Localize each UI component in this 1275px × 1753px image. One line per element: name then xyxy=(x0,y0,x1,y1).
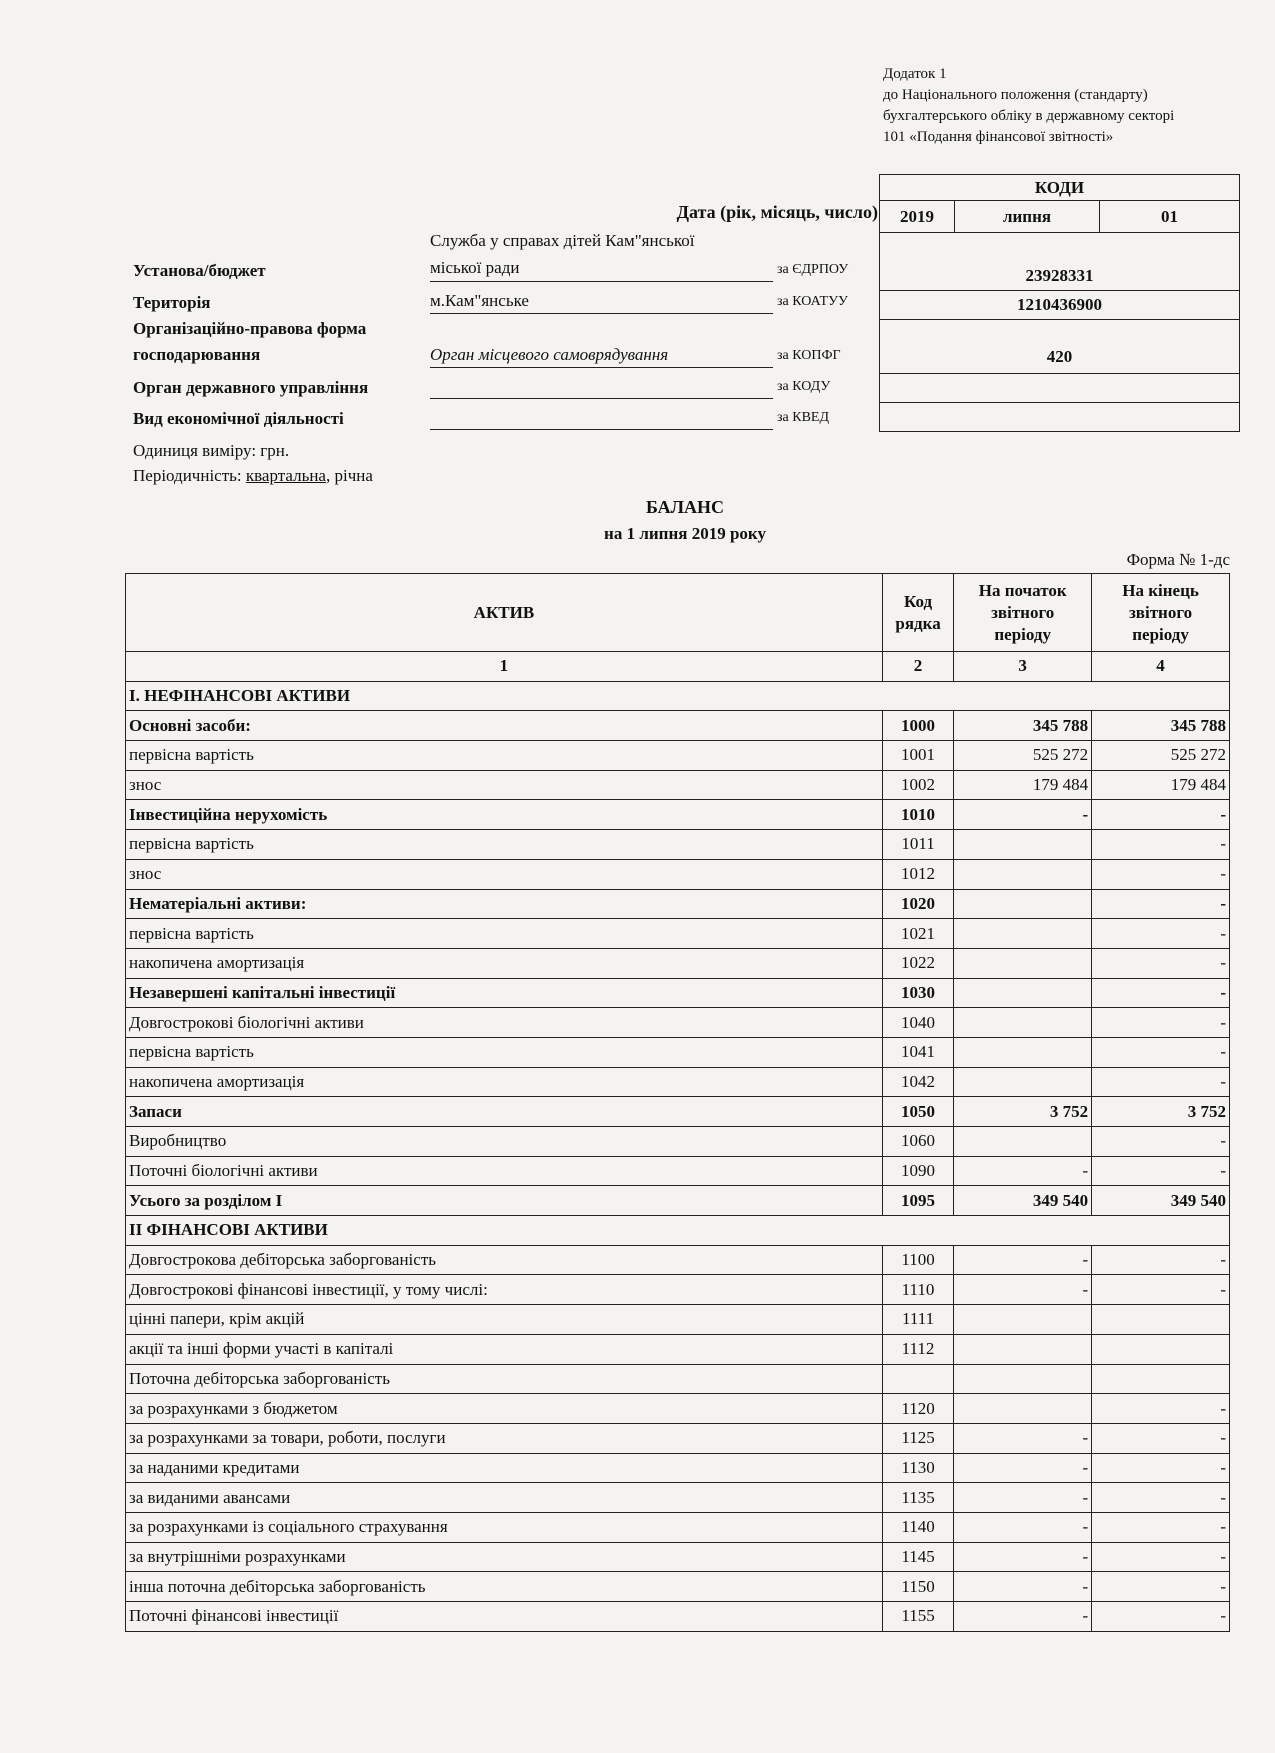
row-name: цінні папери, крім акцій xyxy=(126,1305,883,1335)
header-end-line3: періоду xyxy=(1132,624,1189,644)
form-number: Форма № 1-дс xyxy=(1126,550,1230,569)
header-begin-line1: На початок xyxy=(978,580,1067,600)
row-name: Незавершені капітальні інвестиції xyxy=(126,978,883,1008)
appendix-line-2: до Національного положення (стандарту) xyxy=(883,87,1148,103)
row-end-value: - xyxy=(1092,1008,1230,1038)
document-title: БАЛАНС xyxy=(645,497,725,517)
row-begin-value xyxy=(954,1127,1092,1157)
table-row xyxy=(126,1037,1230,1067)
row-end-value: 525 272 xyxy=(1092,741,1230,771)
row-end-value: - xyxy=(1092,1602,1230,1632)
gov-body-label: Орган державного управління xyxy=(133,378,369,397)
row-begin-value xyxy=(954,859,1092,889)
table-row xyxy=(126,1512,1230,1542)
row-begin-value: 349 540 xyxy=(954,1186,1092,1216)
row-begin-value xyxy=(954,889,1092,919)
header-begin-line2: звітного xyxy=(991,602,1055,622)
header-num-1: 1 xyxy=(126,652,883,682)
balance-table-body xyxy=(126,681,1230,1631)
table-row xyxy=(126,1008,1230,1038)
territory-value: м.Кам"янське xyxy=(430,291,529,310)
row-name: за виданими авансами xyxy=(126,1483,883,1513)
row-begin-value: - xyxy=(954,1453,1092,1483)
appendix-line-4: 101 «Подання фінансової звітності» xyxy=(883,129,1114,145)
row-code: 1110 xyxy=(882,1275,953,1305)
row-end-value: - xyxy=(1092,889,1230,919)
code-koatuu: 1210436900 xyxy=(880,291,1240,320)
date-label: Дата (рік, місяць, число) xyxy=(676,202,878,222)
header-code-line1: Код xyxy=(904,591,933,611)
header-code xyxy=(882,574,953,652)
appendix-line-3: бухгалтерського обліку в державному секторі xyxy=(883,108,1175,124)
table-row xyxy=(126,1334,1230,1364)
row-code: 1060 xyxy=(882,1127,953,1157)
row-begin-value: 345 788 xyxy=(954,711,1092,741)
code-day: 01 xyxy=(1100,201,1240,233)
header-num-2: 2 xyxy=(882,652,953,682)
row-name: накопичена амортизація xyxy=(126,948,883,978)
code-kodu xyxy=(880,374,1240,403)
table-row xyxy=(126,1542,1230,1572)
row-begin-value: - xyxy=(954,1275,1092,1305)
row-end-value: - xyxy=(1092,978,1230,1008)
appendix-note xyxy=(883,64,1174,148)
row-begin-value: - xyxy=(954,1512,1092,1542)
row-begin-value xyxy=(954,1067,1092,1097)
row-begin-value: - xyxy=(954,1602,1092,1632)
row-end-value: 3 752 xyxy=(1092,1097,1230,1127)
row-begin-value: 525 272 xyxy=(954,741,1092,771)
table-row xyxy=(126,1453,1230,1483)
code-year: 2019 xyxy=(880,201,955,233)
row-name: акції та інші форми участі в капіталі xyxy=(126,1334,883,1364)
table-row xyxy=(126,889,1230,919)
row-name: Нематеріальні активи: xyxy=(126,889,883,919)
periodicity xyxy=(133,466,373,486)
row-name: за розрахунками із соціального страхування xyxy=(126,1512,883,1542)
row-begin-value xyxy=(954,1008,1092,1038)
row-code: 1145 xyxy=(882,1542,953,1572)
row-end-value: - xyxy=(1092,1512,1230,1542)
territory-label: Територія xyxy=(133,293,211,312)
header-num-3: 3 xyxy=(954,652,1092,682)
row-code: 1111 xyxy=(882,1305,953,1335)
table-row xyxy=(126,978,1230,1008)
row-name: Поточні біологічні активи xyxy=(126,1156,883,1186)
header-end xyxy=(1092,574,1230,652)
row-code: 1100 xyxy=(882,1245,953,1275)
section-row xyxy=(126,1216,1230,1246)
code-edrpou: 23928331 xyxy=(880,233,1240,291)
row-code: 1011 xyxy=(882,830,953,860)
row-code: 1041 xyxy=(882,1037,953,1067)
row-code: 1020 xyxy=(882,889,953,919)
row-begin-value xyxy=(954,1334,1092,1364)
row-end-value: - xyxy=(1092,1127,1230,1157)
row-end-value: - xyxy=(1092,1037,1230,1067)
kodu-label: за КОДУ xyxy=(777,379,831,394)
row-begin-value xyxy=(954,830,1092,860)
row-begin-value: - xyxy=(954,800,1092,830)
table-row xyxy=(126,1394,1230,1424)
row-code: 1125 xyxy=(882,1423,953,1453)
row-name: Усього за розділом I xyxy=(126,1186,883,1216)
row-name: Запаси xyxy=(126,1097,883,1127)
row-end-value: - xyxy=(1092,859,1230,889)
row-code: 1021 xyxy=(882,919,953,949)
row-name: Довгострокова дебіторська заборгованість xyxy=(126,1245,883,1275)
row-code: 1150 xyxy=(882,1572,953,1602)
table-row xyxy=(126,711,1230,741)
row-end-value: 179 484 xyxy=(1092,770,1230,800)
code-month: липня xyxy=(955,201,1100,233)
row-end-value: - xyxy=(1092,800,1230,830)
institution-value-line1: Служба у справах дітей Кам"янської xyxy=(430,231,695,250)
table-row xyxy=(126,1245,1230,1275)
table-row xyxy=(126,770,1230,800)
row-end-value: - xyxy=(1092,1572,1230,1602)
header-begin xyxy=(954,574,1092,652)
row-code xyxy=(882,1364,953,1394)
table-row xyxy=(126,859,1230,889)
row-name: за наданими кредитами xyxy=(126,1453,883,1483)
row-name: Основні засоби: xyxy=(126,711,883,741)
row-code: 1000 xyxy=(882,711,953,741)
row-code: 1040 xyxy=(882,1008,953,1038)
kved-label: за КВЕД xyxy=(777,410,830,425)
row-code: 1001 xyxy=(882,741,953,771)
row-end-value: - xyxy=(1092,1394,1230,1424)
row-begin-value: - xyxy=(954,1572,1092,1602)
row-end-value: - xyxy=(1092,1275,1230,1305)
periodicity-rest: , річна xyxy=(325,466,373,485)
row-begin-value: - xyxy=(954,1423,1092,1453)
gov-body-underline xyxy=(430,398,773,399)
table-row xyxy=(126,919,1230,949)
row-begin-value xyxy=(954,1037,1092,1067)
balance-table xyxy=(125,573,1230,1632)
periodicity-selected: квартальна xyxy=(245,466,326,485)
row-end-value: - xyxy=(1092,1542,1230,1572)
header-end-line1: На кінець xyxy=(1122,580,1199,600)
row-code: 1002 xyxy=(882,770,953,800)
row-name: Довгострокові біологічні активи xyxy=(126,1008,883,1038)
row-end-value: - xyxy=(1092,1156,1230,1186)
header-code-line2: рядка xyxy=(895,613,941,633)
row-begin-value xyxy=(954,1305,1092,1335)
row-end-value: - xyxy=(1092,948,1230,978)
org-form-label-line2: господарювання xyxy=(133,345,261,364)
row-name: інша поточна дебіторська заборгованість xyxy=(126,1572,883,1602)
row-code: 1130 xyxy=(882,1453,953,1483)
org-form-label-line1: Організаційно-правова форма xyxy=(133,319,367,338)
edrpou-label: за ЄДРПОУ xyxy=(777,262,849,277)
row-begin-value: - xyxy=(954,1483,1092,1513)
row-begin-value: 179 484 xyxy=(954,770,1092,800)
row-name: накопичена амортизація xyxy=(126,1067,883,1097)
section-row xyxy=(126,681,1230,711)
row-end-value: - xyxy=(1092,830,1230,860)
row-code: 1095 xyxy=(882,1186,953,1216)
institution-underline xyxy=(430,281,773,282)
codes-title: КОДИ xyxy=(880,175,1240,201)
row-code: 1030 xyxy=(882,978,953,1008)
row-begin-value: - xyxy=(954,1156,1092,1186)
row-end-value: 345 788 xyxy=(1092,711,1230,741)
code-kopfg: 420 xyxy=(880,320,1240,374)
row-end-value: - xyxy=(1092,1423,1230,1453)
unit-of-measure: Одиниця виміру: грн. xyxy=(133,441,290,460)
document-subtitle: на 1 липня 2019 року xyxy=(604,524,766,543)
table-row xyxy=(126,1483,1230,1513)
row-name: первісна вартість xyxy=(126,741,883,771)
table-row xyxy=(126,1275,1230,1305)
org-form-value: Орган місцевого самоврядування xyxy=(430,345,669,364)
activity-underline xyxy=(430,429,773,430)
row-code: 1155 xyxy=(882,1602,953,1632)
koatuu-label: за КОАТУУ xyxy=(777,294,848,309)
row-end-value: - xyxy=(1092,1483,1230,1513)
row-name: за розрахунками з бюджетом xyxy=(126,1394,883,1424)
row-name: за внутрішніми розрахунками xyxy=(126,1542,883,1572)
row-end-value: - xyxy=(1092,919,1230,949)
codes-box xyxy=(879,174,1240,432)
header-end-line2: звітного xyxy=(1128,602,1193,622)
header-asset: АКТИВ xyxy=(126,574,883,652)
row-name: первісна вартість xyxy=(126,919,883,949)
row-name: знос xyxy=(126,859,883,889)
row-name: Поточні фінансові інвестиції xyxy=(126,1602,883,1632)
row-begin-value xyxy=(954,1364,1092,1394)
row-begin-value: - xyxy=(954,1542,1092,1572)
row-begin-value xyxy=(954,1394,1092,1424)
code-kved xyxy=(880,403,1240,432)
activity-label: Вид економічної діяльності xyxy=(133,409,344,428)
table-row xyxy=(126,1364,1230,1394)
table-row xyxy=(126,830,1230,860)
row-name: Виробництво xyxy=(126,1127,883,1157)
row-code: 1135 xyxy=(882,1483,953,1513)
table-row xyxy=(126,1156,1230,1186)
org-form-underline xyxy=(430,367,773,368)
row-begin-value: 3 752 xyxy=(954,1097,1092,1127)
row-name: знос xyxy=(126,770,883,800)
row-code: 1012 xyxy=(882,859,953,889)
table-row xyxy=(126,1602,1230,1632)
section-title: II ФІНАНСОВІ АКТИВИ xyxy=(126,1216,1230,1246)
row-end-value: - xyxy=(1092,1453,1230,1483)
row-begin-value: - xyxy=(954,1245,1092,1275)
table-row xyxy=(126,1186,1230,1216)
row-code: 1112 xyxy=(882,1334,953,1364)
periodicity-prefix: Періодичність: xyxy=(133,466,246,485)
appendix-line-1: Додаток 1 xyxy=(883,66,947,82)
row-code: 1010 xyxy=(882,800,953,830)
kopfg-label: за КОПФГ xyxy=(777,348,841,363)
row-code: 1090 xyxy=(882,1156,953,1186)
header-begin-line3: періоду xyxy=(994,624,1051,644)
row-begin-value xyxy=(954,978,1092,1008)
header-num-4: 4 xyxy=(1092,652,1230,682)
row-code: 1050 xyxy=(882,1097,953,1127)
section-title: I. НЕФІНАНСОВІ АКТИВИ xyxy=(126,681,1230,711)
row-begin-value xyxy=(954,919,1092,949)
table-row xyxy=(126,1572,1230,1602)
row-end-value xyxy=(1092,1334,1230,1364)
row-end-value xyxy=(1092,1305,1230,1335)
row-end-value: - xyxy=(1092,1245,1230,1275)
institution-label: Установа/бюджет xyxy=(133,261,266,280)
table-row xyxy=(126,1097,1230,1127)
row-code: 1140 xyxy=(882,1512,953,1542)
row-name: Інвестиційна нерухомість xyxy=(126,800,883,830)
territory-underline xyxy=(430,313,773,314)
table-row xyxy=(126,800,1230,830)
table-row xyxy=(126,948,1230,978)
row-name: Поточна дебіторська заборгованість xyxy=(126,1364,883,1394)
row-name: за розрахунками за товари, роботи, послуги xyxy=(126,1423,883,1453)
table-row xyxy=(126,741,1230,771)
table-row xyxy=(126,1067,1230,1097)
row-name: первісна вартість xyxy=(126,1037,883,1067)
row-code: 1120 xyxy=(882,1394,953,1424)
row-end-value: - xyxy=(1092,1067,1230,1097)
row-name: Довгострокові фінансові інвестиції, у тому числі: xyxy=(126,1275,883,1305)
table-row xyxy=(126,1305,1230,1335)
row-end-value: 349 540 xyxy=(1092,1186,1230,1216)
table-row xyxy=(126,1127,1230,1157)
table-row xyxy=(126,1423,1230,1453)
row-end-value xyxy=(1092,1364,1230,1394)
row-begin-value xyxy=(954,948,1092,978)
row-code: 1022 xyxy=(882,948,953,978)
institution-value-line2: міської ради xyxy=(430,258,520,277)
row-code: 1042 xyxy=(882,1067,953,1097)
row-name: первісна вартість xyxy=(126,830,883,860)
